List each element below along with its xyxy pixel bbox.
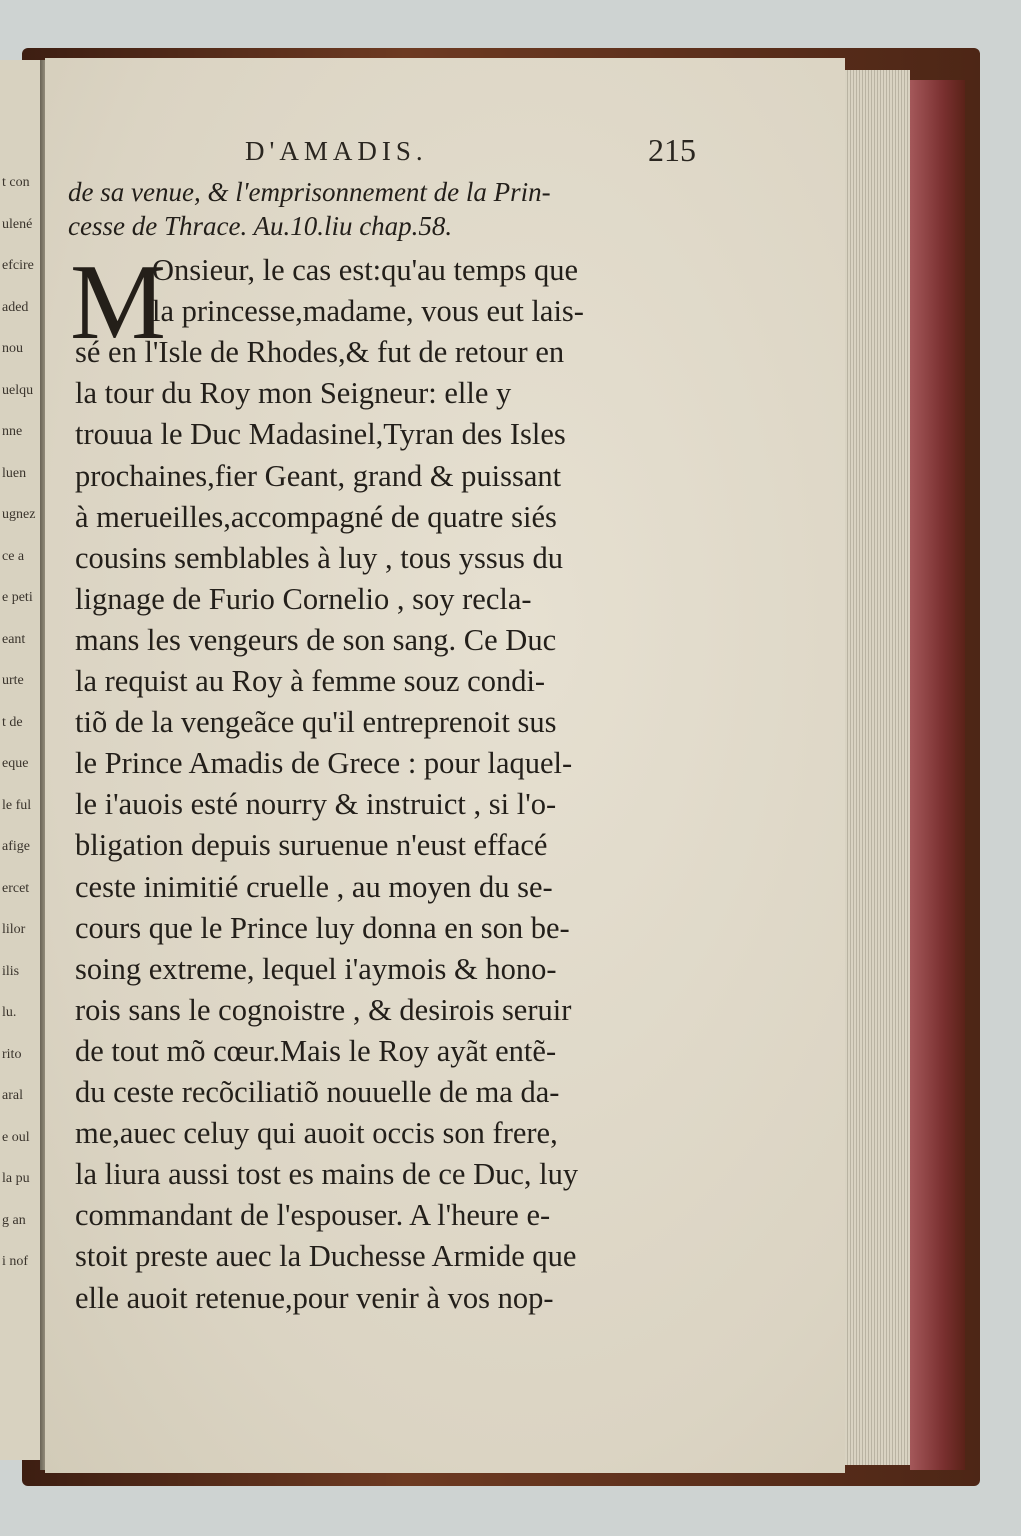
text-line: soing extreme, lequel i'aymois & hono-	[75, 951, 557, 986]
facing-page-text: aral	[2, 1088, 23, 1103]
facing-page-text: rito	[2, 1046, 22, 1062]
facing-page-text: urte	[2, 673, 24, 688]
text-line: prochaines,fier Geant, grand & puissant	[75, 458, 562, 493]
text-line: le i'auois esté nourry & instruict , si l'o-	[75, 787, 557, 822]
text-line: sé en l'Isle de Rhodes,& fut de retour en	[75, 335, 565, 370]
facing-page-text: t con	[2, 175, 30, 190]
page-edges	[845, 70, 910, 1465]
text-line: le Prince Amadis de Grece : pour laquel-	[75, 746, 573, 781]
text-line: bligation depuis suruenue n'eust effacé	[75, 828, 548, 863]
text-line: ceste inimitié cruelle , au moyen du se-	[75, 869, 553, 904]
text-line: commandant de l'espouser. A l'heure e-	[75, 1198, 551, 1233]
facing-page-text: g an	[2, 1212, 26, 1228]
cover-edge	[910, 80, 965, 1470]
facing-page-text: eant	[2, 631, 26, 647]
text-line: me,auec celuy qui auoit occis son frere,	[75, 1116, 558, 1151]
running-title: D'AMADIS.	[245, 136, 428, 166]
facing-page-fragment	[0, 60, 42, 1460]
text-line: trouua le Duc Madasinel,Tyran des Isles	[75, 417, 566, 452]
facing-page-text: ercet	[2, 880, 30, 896]
text-line: Onsieur, le cas est:qu'au temps que	[152, 253, 579, 287]
drop-capital: M	[70, 243, 167, 362]
facing-page-text: eque	[2, 756, 29, 771]
facing-page-text: ugnez	[2, 507, 36, 522]
facing-page-text: ilis	[2, 963, 20, 979]
text-line: la liura aussi tost es mains de ce Duc, luy	[75, 1157, 579, 1192]
text-line: cours que le Prince luy donna en son be-	[75, 910, 570, 945]
facing-page-text: ce a	[2, 548, 25, 564]
text-line: stoit preste auec la Duchesse Armide que	[75, 1239, 577, 1274]
text-line: la requist au Roy à femme souz condi-	[75, 664, 546, 698]
facing-page-text: efcire	[2, 258, 34, 273]
text-line: à merueilles,accompagné de quatre siés	[75, 499, 557, 534]
text-line: cousins semblables à luy , tous yssus du	[75, 540, 563, 575]
facing-page-text: lu.	[2, 1005, 17, 1020]
text-line: tiõ de la vengeãce qu'il entreprenoit sus	[75, 705, 557, 740]
facing-page-text: luen	[2, 465, 27, 481]
facing-page-text: i nof	[2, 1254, 29, 1269]
text-line: elle auoit retenue,pour venir à vos nop-	[75, 1280, 554, 1315]
facing-page-text: e oul	[2, 1129, 30, 1145]
chapter-summary-line: cesse de Thrace. Au.10.liu chap.58.	[68, 211, 453, 241]
facing-page-text: nne	[2, 424, 23, 439]
text-line: lignage de Furio Cornelio , soy recla-	[75, 581, 532, 616]
facing-page-text: la pu	[2, 1171, 30, 1186]
facing-page-text: lilor	[2, 922, 26, 937]
facing-page-text: e peti	[2, 590, 33, 605]
facing-page-text: afige	[2, 839, 30, 854]
text-line: rois sans le cognoistre , & desirois seruir	[75, 992, 572, 1027]
text-line: la tour du Roy mon Seigneur: elle y	[75, 376, 512, 411]
page-number: 215	[648, 132, 696, 168]
facing-page-text: aded	[2, 299, 29, 315]
facing-page-text: le ful	[2, 797, 32, 813]
page-header	[0, 132, 1021, 176]
facing-page-text: nou	[2, 341, 23, 356]
facing-page-text: t de	[2, 714, 23, 730]
facing-page-text: ulené	[2, 216, 33, 232]
facing-page-text: uelqu	[2, 382, 34, 398]
text-line: la princesse,madame, vous eut lais-	[152, 294, 584, 329]
chapter-summary-line: de sa venue, & l'emprisonnement de la Prin-	[68, 177, 551, 207]
text-line: de tout mõ cœur.Mais le Roy ayãt entẽ-	[75, 1033, 557, 1068]
text-line: du ceste recõciliatiõ nouuelle de ma da-	[75, 1075, 560, 1109]
text-line: mans les vengeurs de son sang. Ce Duc	[75, 622, 557, 657]
